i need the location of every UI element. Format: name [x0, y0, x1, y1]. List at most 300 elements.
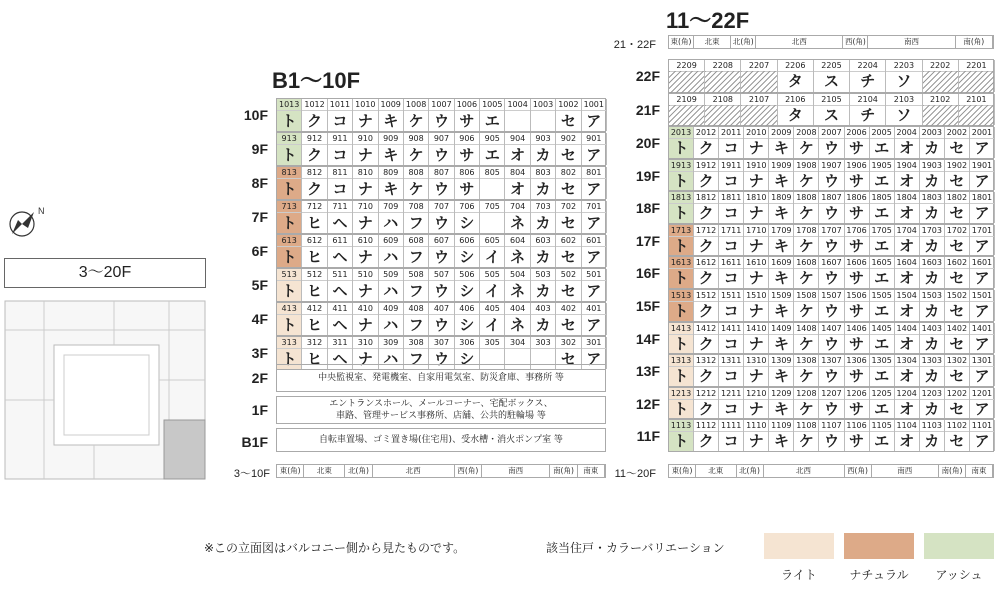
unit-number: 2209 — [669, 60, 704, 72]
unit-number: 2208 — [705, 60, 740, 72]
unit-type: ア — [974, 171, 990, 190]
unit-cell — [455, 201, 480, 233]
direction-cell: 南西 — [482, 465, 550, 477]
unit-cell — [744, 225, 769, 256]
unit-number: 609 — [379, 235, 403, 247]
unit-number: 1406 — [846, 323, 867, 333]
unit-type: ケ — [798, 399, 814, 418]
direction-cell: 北西 — [756, 36, 843, 48]
unit-number: 1902 — [946, 160, 968, 170]
unit-type: ウ — [433, 180, 449, 198]
unit-cell — [895, 420, 920, 451]
unit-number: 710 — [353, 201, 377, 213]
unit-number: 1202 — [946, 388, 968, 398]
unit-cell — [531, 201, 556, 233]
unit-number: 908 — [404, 133, 428, 145]
unit-type: ト — [673, 171, 689, 190]
unit-cell — [744, 388, 769, 419]
unit-cell — [794, 355, 819, 386]
unit-number: 907 — [429, 133, 453, 145]
unit-cell — [505, 133, 530, 165]
unit-cell — [970, 290, 995, 321]
legend-label-natural: ナチュラル — [849, 568, 909, 582]
unit-cell — [769, 225, 794, 256]
unit-number: 313 — [277, 337, 301, 349]
unit-type: ナ — [357, 214, 373, 232]
unit-cell — [505, 167, 530, 199]
unit-cell — [531, 133, 556, 165]
unit-cell — [850, 60, 886, 92]
floor-row — [668, 159, 994, 192]
unit-type: セ — [560, 180, 576, 198]
unit-number: 2007 — [821, 128, 842, 137]
floor-row — [668, 191, 994, 224]
unit-number: 1210 — [746, 388, 767, 398]
unit-number: 2201 — [959, 60, 994, 72]
unit-cell — [404, 235, 429, 267]
unit-cell — [845, 257, 870, 288]
unit-cell — [669, 192, 694, 223]
unit-type: ケ — [798, 334, 814, 353]
unit-type: セ — [560, 112, 576, 130]
unit-number: 913 — [277, 133, 301, 145]
unit-cell — [819, 192, 844, 223]
unit-type: ク — [698, 171, 714, 190]
unit-type: コ — [723, 171, 739, 190]
unit-cell — [556, 235, 581, 267]
unit-cell — [819, 420, 844, 451]
unit-type: キ — [773, 139, 789, 157]
unit-number: 802 — [556, 167, 580, 179]
unit-cell — [429, 201, 454, 233]
unit-number: 1503 — [921, 291, 942, 300]
unit-cell — [945, 127, 970, 158]
unit-type — [705, 71, 740, 93]
unit-cell — [531, 167, 556, 199]
unit-type: セ — [560, 248, 576, 266]
unit-type: サ — [849, 302, 865, 320]
left-building-title: B1〜10F — [272, 68, 361, 93]
unit-cell — [669, 355, 694, 386]
unit-cell — [920, 225, 945, 256]
unit-type: シ — [459, 214, 475, 232]
unit-number: 1804 — [896, 193, 917, 203]
unit-number: 1910 — [746, 160, 767, 170]
unit-type: セ — [949, 236, 965, 255]
unit-cell — [705, 60, 741, 92]
unit-cell — [556, 133, 581, 165]
unit-number: 1204 — [896, 388, 917, 398]
unit-cell — [970, 323, 995, 354]
unit-number: 905 — [480, 133, 504, 145]
unit-cell — [845, 388, 870, 419]
unit-number: 1309 — [771, 356, 792, 366]
unit-type: ネ — [510, 214, 526, 232]
unit-type — [505, 110, 529, 133]
legend-title: 該当住戸・カラーバリエーション — [546, 541, 725, 555]
direction-cell: 南(角) — [550, 465, 577, 477]
unit-cell — [845, 160, 870, 191]
unit-type: エ — [874, 236, 890, 255]
unit-cell — [845, 355, 870, 386]
unit-cell — [480, 167, 505, 199]
unit-number: 501 — [582, 269, 606, 281]
unit-type: カ — [535, 146, 551, 164]
unit-number: 612 — [302, 235, 326, 247]
unit-type: セ — [949, 171, 965, 190]
unit-cell — [794, 290, 819, 321]
unit-cell — [328, 99, 353, 131]
direction-cell: 南東 — [966, 465, 993, 477]
unit-number: 1710 — [746, 225, 767, 235]
unit-cell — [719, 420, 744, 451]
floor-row — [668, 224, 994, 257]
unit-type: イ — [484, 248, 500, 266]
unit-type: キ — [773, 432, 789, 451]
floor-row — [276, 302, 606, 336]
floor-label: 7F — [251, 209, 268, 225]
unit-number: 1108 — [796, 421, 817, 431]
unit-cell — [404, 303, 429, 335]
direction-cell: 南(角) — [956, 36, 993, 48]
direction-cell: 北(角) — [737, 465, 764, 477]
right-building-title: 11〜22F — [666, 8, 750, 33]
unit-number: 312 — [302, 337, 326, 349]
unit-type — [480, 178, 504, 201]
unit-number: 1505 — [871, 291, 892, 300]
unit-type: セ — [949, 302, 965, 320]
unit-cell — [794, 192, 819, 223]
unit-number: 2001 — [971, 128, 993, 137]
unit-type: コ — [723, 367, 739, 386]
unit-number: 708 — [404, 201, 428, 213]
unit-number: 1608 — [796, 258, 817, 268]
unit-cell — [895, 127, 920, 158]
unit-number: 2105 — [814, 94, 849, 106]
unit-cell — [845, 420, 870, 451]
unit-number: 1901 — [971, 160, 993, 170]
unit-cell — [429, 269, 454, 301]
unit-number: 904 — [505, 133, 529, 145]
unit-number: 1501 — [971, 291, 993, 300]
unit-type: ク — [698, 432, 714, 451]
unit-number: 1903 — [921, 160, 942, 170]
unit-cell — [328, 235, 353, 267]
unit-type — [959, 105, 994, 127]
unit-number: 1907 — [821, 160, 842, 170]
unit-type: エ — [874, 334, 890, 353]
unit-cell — [920, 127, 945, 158]
unit-cell — [379, 235, 404, 267]
direction-cell: 北東 — [694, 36, 731, 48]
unit-type: エ — [874, 432, 890, 451]
unit-number: 303 — [531, 337, 555, 349]
unit-number: 805 — [480, 167, 504, 179]
unit-number: 1012 — [302, 99, 326, 111]
unit-type: ト — [281, 180, 297, 198]
unit-number: 305 — [480, 337, 504, 349]
unit-cell — [870, 127, 895, 158]
unit-type: フ — [408, 316, 424, 334]
unit-number: 1911 — [720, 160, 742, 170]
unit-number: 1809 — [771, 193, 792, 203]
unit-type: ウ — [823, 334, 839, 353]
unit-cell — [582, 133, 607, 165]
unit-cell — [945, 420, 970, 451]
unit-cell — [923, 94, 959, 126]
unit-number: 1110 — [746, 421, 767, 431]
unit-number: 1301 — [971, 356, 993, 366]
unit-cell — [920, 355, 945, 386]
unit-cell — [970, 257, 995, 288]
unit-number: 611 — [328, 235, 352, 247]
unit-number: 2010 — [746, 128, 767, 137]
unit-type — [741, 71, 776, 93]
unit-type: コ — [723, 204, 739, 223]
unit-cell — [328, 133, 353, 165]
unit-cell — [480, 235, 505, 267]
direction-cell: 北東 — [696, 465, 737, 477]
right-top-direction-label: 21・22F — [613, 39, 656, 51]
unit-type: カ — [535, 316, 551, 334]
unit-number: 1008 — [404, 99, 428, 111]
unit-cell — [429, 133, 454, 165]
unit-cell — [769, 160, 794, 191]
unit-number: 1113 — [670, 421, 692, 431]
unit-number: 306 — [455, 337, 479, 349]
unit-number: 1610 — [746, 258, 767, 268]
unit-number: 1402 — [946, 323, 968, 333]
unit-cell — [819, 127, 844, 158]
unit-number: 809 — [379, 167, 403, 179]
unit-number: 1711 — [720, 225, 742, 235]
unit-cell — [480, 133, 505, 165]
unit-type: ネ — [510, 248, 526, 266]
unit-type: ト — [673, 399, 689, 418]
unit-type: ク — [698, 334, 714, 353]
unit-cell — [302, 303, 327, 335]
unit-cell — [970, 420, 995, 451]
unit-type: サ — [849, 432, 865, 451]
unit-type: コ — [332, 180, 348, 198]
unit-cell — [480, 269, 505, 301]
unit-type: ケ — [408, 180, 424, 198]
direction-cell: 北東 — [304, 465, 345, 477]
unit-cell — [277, 167, 302, 199]
unit-cell — [744, 323, 769, 354]
unit-type: ナ — [357, 146, 373, 164]
unit-cell — [505, 269, 530, 301]
unit-number: 412 — [302, 303, 326, 315]
floor-row — [276, 132, 606, 166]
unit-cell — [719, 192, 744, 223]
unit-cell — [455, 167, 480, 199]
unit-cell — [895, 192, 920, 223]
unit-type: ト — [281, 214, 297, 232]
floor-row — [668, 354, 994, 387]
unit-cell — [353, 201, 378, 233]
unit-number: 804 — [505, 167, 529, 179]
unit-number: 410 — [353, 303, 377, 315]
unit-type: カ — [535, 214, 551, 232]
unit-cell — [694, 225, 719, 256]
unit-number: 509 — [379, 269, 403, 281]
unit-number: 613 — [277, 235, 301, 247]
unit-number: 1806 — [846, 193, 867, 203]
unit-cell — [480, 303, 505, 335]
unit-type: コ — [332, 146, 348, 164]
floor-label: 21F — [635, 101, 660, 118]
direction-cell: 東(角) — [669, 465, 696, 477]
unit-number: 1708 — [796, 225, 817, 235]
unit-cell — [870, 290, 895, 321]
unit-number: 607 — [429, 235, 453, 247]
unit-cell — [302, 133, 327, 165]
unit-type: ク — [698, 269, 714, 288]
unit-cell — [669, 127, 694, 158]
floor-label: 3F — [251, 345, 268, 361]
unit-number: 1609 — [771, 258, 792, 268]
unit-type: ト — [673, 302, 689, 320]
unit-type: ト — [673, 432, 689, 451]
unit-type: サ — [849, 269, 865, 288]
unit-number: 1506 — [846, 291, 867, 300]
unit-type: ト — [281, 146, 297, 164]
unit-number: 1508 — [796, 291, 817, 300]
unit-number: 605 — [480, 235, 504, 247]
unit-number: 1408 — [796, 323, 817, 333]
unit-number: 1306 — [846, 356, 867, 366]
unit-number: 1706 — [846, 225, 867, 235]
unit-number: 2006 — [846, 128, 867, 137]
unit-type: ト — [281, 350, 297, 368]
unit-cell — [895, 225, 920, 256]
unit-type: ヒ — [307, 248, 323, 266]
unit-cell — [404, 133, 429, 165]
unit-type: キ — [773, 399, 789, 418]
unit-type: タ — [787, 105, 803, 124]
unit-type: ト — [281, 248, 297, 266]
unit-type: オ — [899, 367, 915, 386]
unit-type: ク — [307, 112, 323, 130]
unit-type: セ — [949, 432, 965, 451]
unit-type: ア — [586, 248, 602, 266]
unit-number: 2109 — [669, 94, 704, 106]
unit-number: 310 — [353, 337, 377, 349]
unit-cell — [379, 167, 404, 199]
unit-cell — [945, 388, 970, 419]
unit-cell — [920, 160, 945, 191]
unit-number: 1813 — [670, 193, 692, 203]
unit-cell — [353, 269, 378, 301]
unit-type: ア — [974, 334, 990, 353]
floor-label: 6F — [251, 243, 268, 259]
left-direction-label: 3〜10F — [233, 468, 270, 480]
unit-type — [669, 71, 704, 93]
unit-type: ナ — [748, 171, 764, 190]
unit-number: 508 — [404, 269, 428, 281]
unit-type: ヘ — [332, 282, 348, 300]
unit-cell — [719, 257, 744, 288]
unit-cell — [556, 201, 581, 233]
unit-type: ナ — [748, 236, 764, 255]
unit-cell — [531, 235, 556, 267]
unit-type: ク — [698, 236, 714, 255]
unit-type: ア — [974, 269, 990, 288]
unit-number: 1003 — [531, 99, 555, 111]
unit-cell — [845, 290, 870, 321]
unit-cell — [794, 323, 819, 354]
unit-number: 511 — [328, 269, 352, 281]
unit-type: ソ — [896, 72, 912, 90]
unit-number: 1310 — [746, 356, 767, 366]
unit-type: ト — [673, 139, 689, 157]
unit-type: ウ — [433, 248, 449, 266]
unit-number: 806 — [455, 167, 479, 179]
unit-cell — [920, 257, 945, 288]
legend-label-ash: アッシュ — [935, 568, 983, 582]
unit-number: 1312 — [695, 356, 717, 366]
unit-number: 1109 — [771, 421, 792, 431]
unit-cell — [819, 323, 844, 354]
direction-cell: 南(角) — [939, 465, 966, 477]
unit-type: ナ — [357, 316, 373, 334]
unit-number: 603 — [531, 235, 555, 247]
unit-type: フ — [408, 282, 424, 300]
unit-cell — [819, 160, 844, 191]
unit-type — [669, 105, 704, 127]
unit-number: 301 — [582, 337, 606, 349]
common-floor-description: 自転車置場、ゴミ置き場(住宅用)、受水槽・消火ポンプ室 等 — [276, 428, 606, 452]
unit-number: 513 — [277, 269, 301, 281]
direction-cell: 北(角) — [345, 465, 372, 477]
unit-type: ク — [307, 180, 323, 198]
unit-number: 1410 — [746, 323, 767, 333]
unit-number: 2104 — [850, 94, 885, 106]
unit-number: 1709 — [771, 225, 792, 235]
unit-number: 2205 — [814, 60, 849, 72]
unit-type: ヘ — [332, 350, 348, 368]
unit-cell — [794, 257, 819, 288]
unit-cell — [353, 133, 378, 165]
unit-type: キ — [773, 334, 789, 353]
unit-type — [531, 110, 555, 133]
unit-type: ナ — [748, 302, 764, 320]
unit-cell — [819, 355, 844, 386]
unit-number: 1613 — [670, 258, 692, 268]
unit-cell — [769, 290, 794, 321]
direction-cell: 南東 — [578, 465, 605, 477]
unit-type: ケ — [408, 112, 424, 130]
unit-cell — [582, 201, 607, 233]
unit-number: 902 — [556, 133, 580, 145]
unit-cell — [302, 201, 327, 233]
unit-type: ト — [281, 282, 297, 300]
unit-type: ア — [974, 432, 990, 451]
unit-number: 1611 — [720, 258, 742, 268]
unit-type: キ — [773, 236, 789, 255]
unit-type: セ — [560, 282, 576, 300]
unit-number: 1307 — [821, 356, 842, 366]
unit-type: ナ — [748, 139, 764, 157]
unit-number: 307 — [429, 337, 453, 349]
unit-number: 1001 — [582, 99, 606, 111]
unit-cell — [719, 160, 744, 191]
unit-type: キ — [773, 302, 789, 320]
unit-type: カ — [924, 269, 940, 288]
unit-type: セ — [560, 316, 576, 334]
unit-cell — [505, 235, 530, 267]
